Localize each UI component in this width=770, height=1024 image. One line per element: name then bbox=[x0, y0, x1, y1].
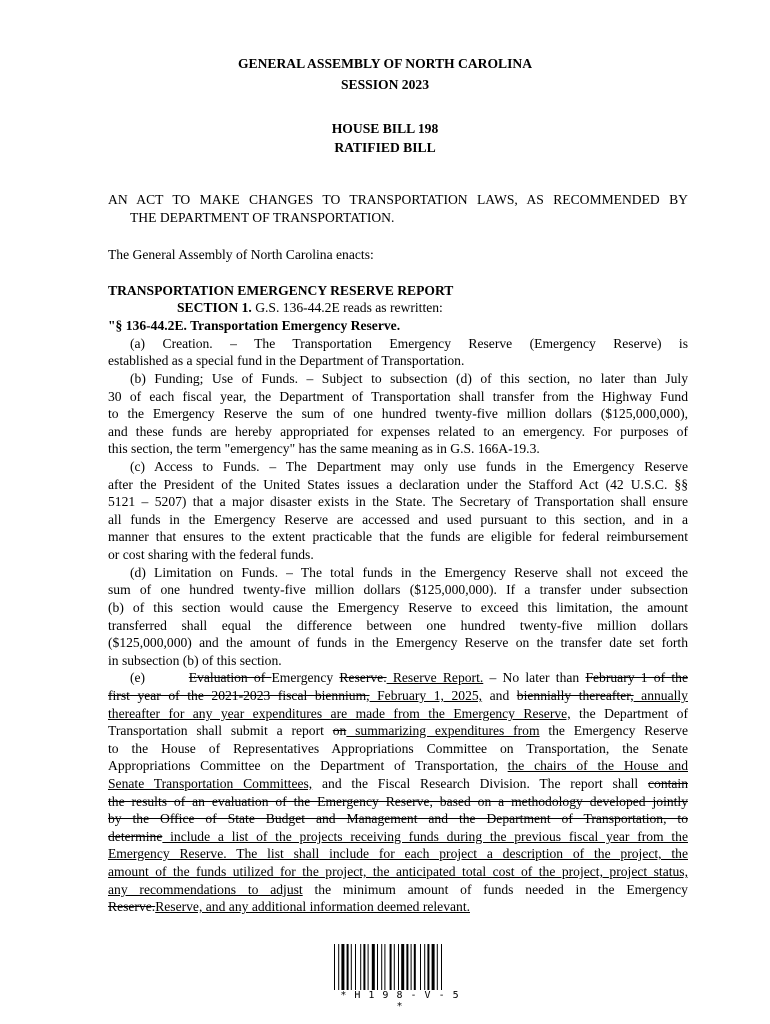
subsection-e-line-6 bbox=[108, 758, 688, 774]
text: – No later than bbox=[483, 670, 586, 685]
text: and the Fiscal Research Division. The report shall bbox=[312, 776, 648, 791]
subsection-e-line-12 bbox=[108, 864, 688, 880]
barcode-bar bbox=[341, 944, 344, 990]
barcode-bar bbox=[363, 944, 365, 990]
text: the Emergency Reserve bbox=[539, 723, 688, 738]
inserted-text: Emergency Reserve. The list shall include for each project a description of the project, the bbox=[108, 846, 688, 861]
bill-number: HOUSE BILL 198 bbox=[331, 121, 439, 136]
subsection-b-line-2: 30 of each fiscal year, the Department of Transportation shall transfer from the Highway Fund bbox=[108, 389, 688, 404]
barcode-bar bbox=[411, 944, 412, 990]
subsection-c-line-3: 5121 – 5207) that a major disaster exists in the State. The Secretary of Transportation shall ensure bbox=[108, 494, 688, 509]
subsection-c-line-6: or cost sharing with the federal funds. bbox=[108, 547, 314, 562]
barcode-bar bbox=[347, 944, 349, 990]
deleted-text: the results of an evaluation of the Emergency Reserve, based on a methodology developed jointly bbox=[108, 794, 688, 809]
subsection-d-line-5: ($125,000,000) and the amount of funds in the Emergency Reserve on the transfer date set forth bbox=[108, 635, 688, 650]
subsection-e-line-7 bbox=[108, 776, 688, 792]
inserted-text: annually bbox=[633, 688, 688, 703]
barcode-bar bbox=[427, 944, 429, 990]
subsection-d-line-1: (d) Limitation on Funds. – The total funds in the Emergency Reserve shall not exceed the bbox=[130, 565, 688, 580]
section-1-text: G.S. 136-44.2E reads as rewritten: bbox=[255, 300, 443, 315]
inserted-text: include a list of the projects receiving funds during the previous fiscal year from the bbox=[162, 829, 688, 844]
barcode-bar bbox=[384, 944, 385, 990]
act-title-line-1: AN ACT TO MAKE CHANGES TO TRANSPORTATION LAWS, AS RECOMMENDED BY bbox=[108, 192, 688, 207]
subsection-e-line-1 bbox=[130, 670, 688, 686]
barcode-bar bbox=[432, 944, 435, 990]
subsection-e-line-8 bbox=[108, 794, 688, 810]
subsection-c-line-4: all funds in the Emergency Reserve are accessed and used pursuant to this section, and in a bbox=[108, 512, 688, 527]
subsection-c-line-5: manner that ensures to the extent practicable that the funds are eligible for federal reimbursement bbox=[108, 529, 688, 544]
subsection-e-label: (e) bbox=[130, 670, 189, 685]
inserted-text: Reserve Report. bbox=[386, 670, 484, 685]
subsection-e-line-4 bbox=[108, 723, 688, 739]
enacting-clause: The General Assembly of North Carolina enacts: bbox=[108, 247, 374, 262]
deleted-text: determine bbox=[108, 829, 163, 844]
subsection-a-line-1: (a) Creation. – The Transportation Emergency Reserve (Emergency Reserve) is bbox=[130, 336, 688, 351]
inserted-text: summarizing expenditures from bbox=[346, 723, 540, 738]
subsection-d-line-3: (b) of this section would cause the Emergency Reserve to exceed this limitation, the amount bbox=[108, 600, 688, 615]
barcode-bar bbox=[360, 944, 361, 990]
subsection-e-line-9 bbox=[108, 811, 688, 827]
barcode-bar bbox=[381, 944, 382, 990]
barcode-bar bbox=[377, 944, 378, 990]
subsection-e-line-14 bbox=[108, 899, 470, 915]
barcode bbox=[334, 944, 466, 990]
subsection-d-line-4: transferred shall equal the difference between one hundred twenty-five million dollars bbox=[108, 618, 688, 633]
deleted-text: by the Office of State Budget and Management and the Department of Transportation, to bbox=[108, 811, 688, 826]
subsection-b-line-1: (b) Funding; Use of Funds. – Subject to subsection (d) of this section, no later than July bbox=[130, 371, 688, 386]
barcode-bar bbox=[355, 944, 356, 990]
subsection-c-line-1: (c) Access to Funds. – The Department may only use funds in the Emergency Reserve bbox=[130, 459, 688, 474]
inserted-text: February 1, 2025, bbox=[369, 688, 483, 703]
subsection-e-line-10 bbox=[108, 829, 688, 845]
text: Appropriations Committee on the Department of Transportation, bbox=[108, 758, 508, 773]
barcode-bar bbox=[398, 944, 399, 990]
subsection-c-line-2: after the President of the United States issues a declaration under the Stafford Act (42 U.S.C. §§ bbox=[108, 477, 688, 492]
subsection-d-line-2: sum of one hundred twenty-five million dollars ($125,000,000). If a transfer under subsection bbox=[108, 582, 688, 597]
subsection-e-line-2 bbox=[108, 688, 688, 704]
inserted-text: the chairs of the House and bbox=[507, 758, 688, 773]
subsection-e-line-5: to the House of Representatives Appropriations Committee on Transportation, the Senate bbox=[108, 741, 688, 756]
barcode-bar bbox=[368, 944, 369, 990]
deleted-text: biennially thereafter, bbox=[516, 688, 634, 703]
inserted-text: Reserve, and any additional information deemed relevant. bbox=[155, 899, 470, 914]
section-1-intro bbox=[177, 300, 443, 316]
barcode-bar bbox=[437, 944, 438, 990]
bill-status: RATIFIED BILL bbox=[334, 140, 436, 155]
barcode-bar bbox=[441, 944, 442, 990]
subsection-b-line-3: to the Emergency Reserve the sum of one hundred twenty-five million dollars ($125,000,000), bbox=[108, 406, 688, 421]
deleted-text: on bbox=[332, 723, 347, 738]
barcode-bar bbox=[414, 944, 416, 990]
inserted-text: Senate Transportation Committees, bbox=[108, 776, 313, 791]
barcode-bar bbox=[394, 944, 395, 990]
deleted-text: first year of the 2021-2023 fiscal biennium, bbox=[108, 688, 370, 703]
barcode-bar bbox=[334, 944, 335, 990]
section-1-label: SECTION 1. bbox=[177, 300, 252, 315]
inserted-text: any recommendations to adjust bbox=[108, 882, 303, 897]
subsection-b-line-5: this section, the term "emergency" has the same meaning as in G.S. 166A-19.3. bbox=[108, 441, 540, 456]
inserted-text: thereafter for any year expenditures are made from the Emergency Reserve, bbox=[108, 706, 571, 721]
inserted-text: amount of the funds utilized for the project, the anticipated total cost of the project, project status, bbox=[108, 864, 688, 879]
statute-heading: "§ 136-44.2E. Transportation Emergency Reserve. bbox=[108, 318, 401, 333]
deleted-text: Evaluation of bbox=[188, 670, 272, 685]
barcode-bar bbox=[424, 944, 425, 990]
text: the Department of bbox=[570, 706, 688, 721]
subsection-e-line-3 bbox=[108, 706, 688, 722]
barcode-bar bbox=[401, 944, 404, 990]
deleted-text: Reserve. bbox=[108, 899, 156, 914]
barcode-bar bbox=[390, 944, 392, 990]
barcode-bar bbox=[420, 944, 421, 990]
barcode-bar bbox=[338, 944, 339, 990]
barcode-bar bbox=[372, 944, 375, 990]
act-title-line-2: THE DEPARTMENT OF TRANSPORTATION. bbox=[130, 210, 395, 225]
text: the minimum amount of funds needed in the Emergency bbox=[302, 882, 688, 897]
subsection-b-line-4: and these funds are hereby appropriated for expenses related to an emergency. For purposes of bbox=[108, 424, 688, 439]
assembly-heading: GENERAL ASSEMBLY OF NORTH CAROLINA bbox=[237, 56, 533, 71]
deleted-text: contain bbox=[647, 776, 688, 791]
text: Emergency bbox=[271, 670, 340, 685]
subsection-e-line-11 bbox=[108, 846, 688, 862]
barcode-bar bbox=[351, 944, 352, 990]
subsection-a-line-2: established as a special fund in the Department of Transportation. bbox=[108, 353, 465, 368]
text: Transportation shall submit a report bbox=[108, 723, 333, 738]
deleted-text: Reserve. bbox=[339, 670, 387, 685]
session-heading: SESSION 2023 bbox=[340, 77, 429, 92]
section-heading: TRANSPORTATION EMERGENCY RESERVE REPORT bbox=[108, 283, 454, 298]
text: and bbox=[482, 688, 517, 703]
barcode-bar bbox=[406, 944, 408, 990]
deleted-text: February 1 of the bbox=[585, 670, 688, 685]
subsection-d-line-6: in subsection (b) of this section. bbox=[108, 653, 282, 668]
subsection-e-line-13 bbox=[108, 882, 688, 898]
barcode-text: * H 1 9 8 - V - 5 * bbox=[340, 990, 460, 1012]
